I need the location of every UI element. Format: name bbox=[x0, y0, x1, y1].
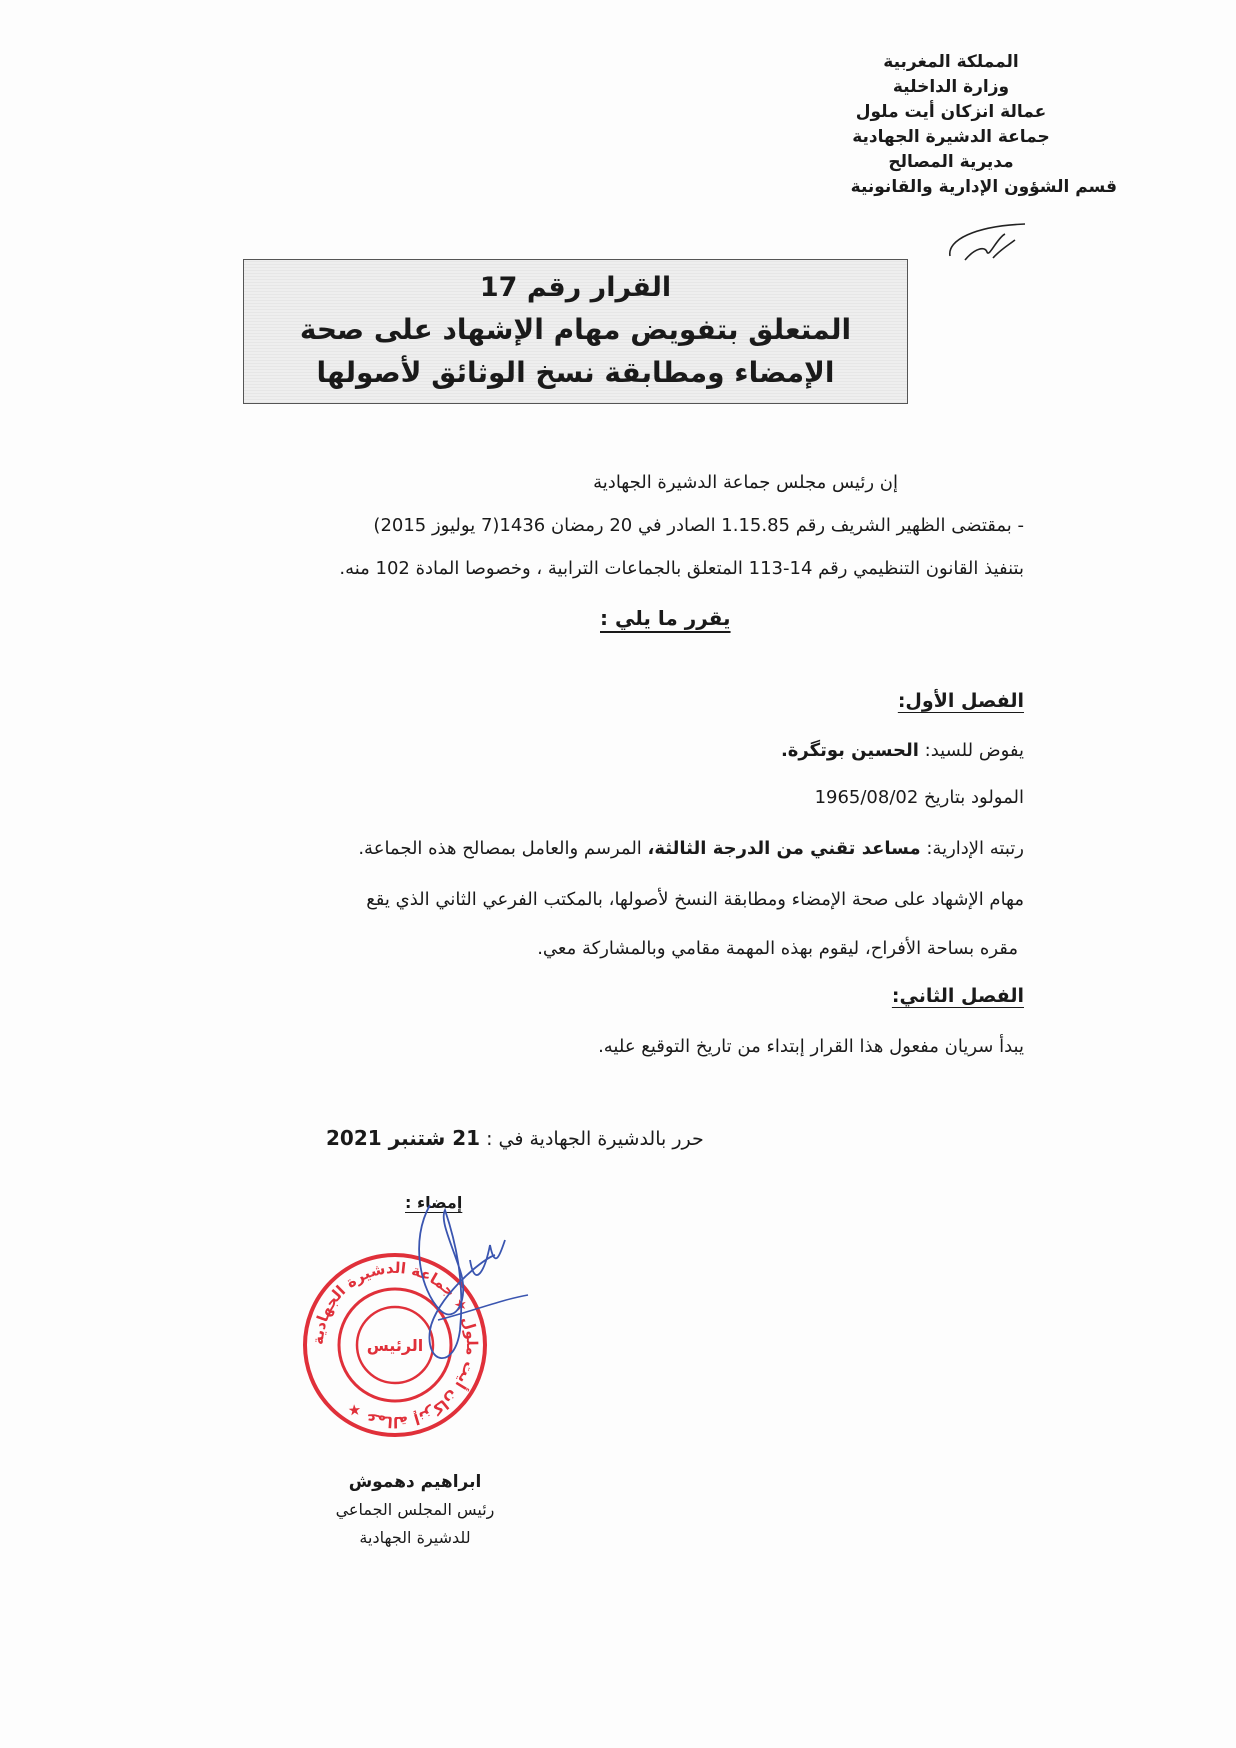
initials-scribble bbox=[945, 218, 1035, 268]
handwritten-signature bbox=[400, 1200, 530, 1400]
preamble-dahir: - بمقتضى الظهير الشريف رقم 1.15.85 الصادر في 20 رمضان 1436(7 يوليوز 2015) bbox=[373, 515, 1024, 536]
signature-label: إمضاء : bbox=[405, 1193, 463, 1212]
preamble-law: بتنفيذ القانون التنظيمي رقم 14-113 المتعلق بالجماعات الترابية ، وخصوصا المادة 102 منه. bbox=[339, 558, 1024, 579]
letterhead-kingdom: المملكة المغربية bbox=[883, 52, 1019, 72]
decides-heading: يقرر ما يلي : bbox=[600, 606, 731, 630]
letterhead-directorate: مديرية المصالح bbox=[888, 152, 1014, 172]
signer-role-line-1: رئيس المجلس الجماعي bbox=[335, 1500, 495, 1519]
article-1-birth-date: المولود بتاريخ 1965/08/02 bbox=[814, 787, 1024, 808]
article-1-duties-line-2: مقره بساحة الأفراح، ليقوم بهذه المهمة مقامي وبالمشاركة معي. bbox=[537, 938, 1018, 959]
rank-prefix: رتبته الإدارية: bbox=[926, 838, 1024, 859]
decision-number: القرار رقم 17 bbox=[479, 272, 672, 303]
delegate-name: الحسين بوتگرة. bbox=[780, 740, 919, 761]
signer-block bbox=[330, 1468, 500, 1552]
stamp-outer-text: عمالة إنزكان أيت ملول ★ جماعة الدشيرة الجهادية ★ bbox=[308, 1258, 482, 1432]
signed-at bbox=[326, 1126, 704, 1150]
letterhead bbox=[801, 50, 1117, 200]
article-1-rank bbox=[358, 838, 1024, 859]
article-2-heading: الفصل الثاني: bbox=[891, 985, 1024, 1007]
letterhead-commune: جماعة الدشيرة الجهادية bbox=[852, 127, 1050, 147]
article-1-heading: الفصل الأول: bbox=[897, 690, 1024, 712]
stamp-inner-text: الرئيس bbox=[366, 1336, 424, 1355]
delegate-prefix: يفوض للسيد: bbox=[924, 740, 1024, 761]
decision-title-box bbox=[243, 259, 908, 404]
signed-date: 21 شتنبر 2021 bbox=[326, 1126, 481, 1150]
article-1-delegate bbox=[781, 740, 1024, 761]
signer-name: ابراهيم دهموش bbox=[348, 1472, 482, 1492]
rank-suffix: المرسم والعامل بمصالح هذه الجماعة. bbox=[358, 838, 642, 859]
rank-value: مساعد تقني من الدرجة الثالثة، bbox=[647, 838, 921, 859]
letterhead-prefecture: عمالة انزكان أيت ملول bbox=[855, 102, 1047, 122]
letterhead-ministry: وزارة الداخلية bbox=[892, 77, 1010, 97]
decision-subject-line-1: المتعلق بتفويض مهام الإشهاد على صحة bbox=[299, 313, 852, 346]
signer-role-line-2: للدشيرة الجهادية bbox=[359, 1528, 471, 1547]
preamble-issuer: إن رئيس مجلس جماعة الدشيرة الجهادية bbox=[593, 472, 898, 493]
signed-at-prefix: حرر بالدشيرة الجهادية في : bbox=[486, 1128, 704, 1150]
letterhead-division: قسم الشؤون الإدارية والقانونية bbox=[850, 177, 1117, 197]
article-1-duties-line-1: مهام الإشهاد على صحة الإمضاء ومطابقة النسخ لأصولها، بالمكتب الفرعي الثاني الذي يقع bbox=[366, 889, 1024, 910]
decision-subject-line-2: الإمضاء ومطابقة نسخ الوثائق لأصولها bbox=[316, 356, 835, 389]
article-2-text: يبدأ سريان مفعول هذا القرار إبتداء من تاريخ التوقيع عليه. bbox=[598, 1036, 1024, 1057]
